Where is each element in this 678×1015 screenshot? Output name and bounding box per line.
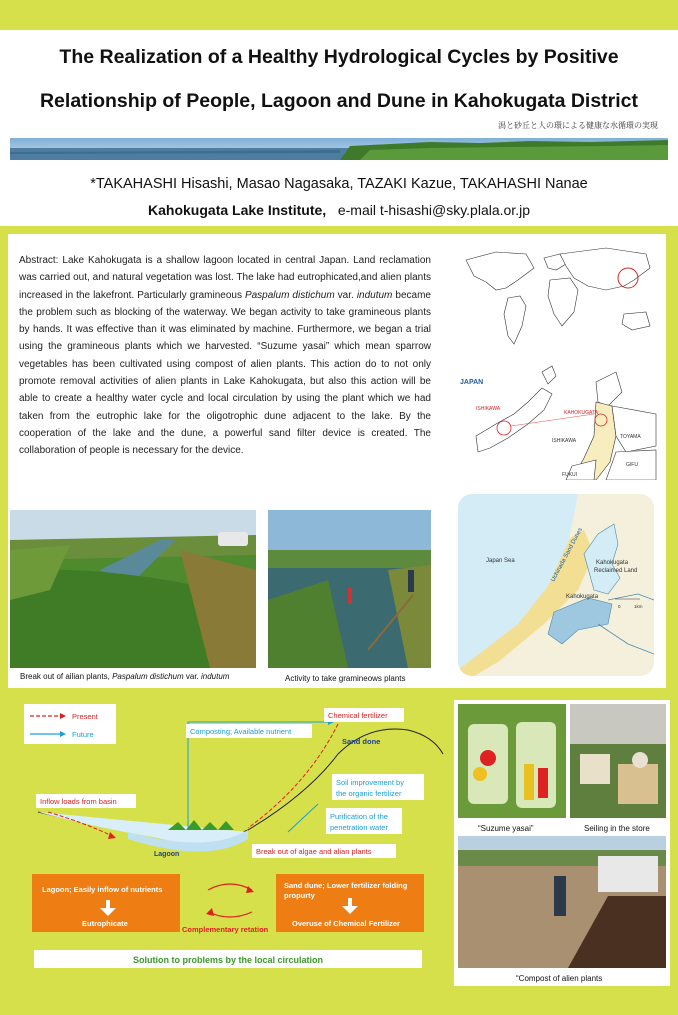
world-map xyxy=(456,240,658,358)
alien-caption-genus: Paspalum distichum xyxy=(112,672,184,681)
sand-dune-label: Sand done xyxy=(342,737,381,746)
suzume-caption: “Suzume yasai” xyxy=(478,824,534,833)
abstract-part-2: became the problem such as blocking of the waterway. We began activity to take gramineous plants by hands. It was effective than it was eliminated by machine. Furthermore, we began a trial using the gramineous plants which we harvested. “Suzume yasai” which mean sparrow vegetables has been cultivated using compost of alien plants. This action do to not only promote removal activities of alien plants in Lake Kahokugata, but also this action will be able to create a healthy water cycle and local circulation by using the plant which we had taken from the eutrophic lake for the oligotrophic dune adjacent to the lake. By the cooperation of the lake and the dune, a powerful sand filter device is created. The collaboration of people is necessary for the device. xyxy=(19,289,431,457)
gifu-label: GIFU xyxy=(626,462,638,468)
soil-label-2: the organic fertilizer xyxy=(336,789,402,798)
japan-map xyxy=(456,362,658,480)
ishikawa-red-label: ISHIKAWA xyxy=(476,406,501,412)
chemical-fertilizer-label: Chemical fertilizer xyxy=(328,711,388,720)
alien-caption-varname: indutum xyxy=(201,672,230,681)
composting-label: Composting; Available nutrient xyxy=(190,727,292,736)
japan-label: JAPAN xyxy=(460,379,484,386)
kahokugata-red-label: KAHOKUGATA xyxy=(564,410,598,416)
japan-sea-label: Japan Sea xyxy=(486,558,515,564)
alien-plants-caption xyxy=(20,672,229,681)
legend-present: Present xyxy=(72,712,98,721)
lagoon-box-result: Eutrophicate xyxy=(82,919,128,928)
dunes-label: Uchinada Sand Dunes xyxy=(550,527,584,583)
activity-photo xyxy=(268,510,431,668)
dune-box-result: Overuse of Chemical Fertilizer xyxy=(292,919,400,928)
title-line-2: Relationship of People, Lagoon and Dune in Kahokugata District xyxy=(39,90,639,112)
reclaimed-label-1: Kahokugata xyxy=(596,560,629,566)
reclaimed-label-2: Reclaimed Land xyxy=(594,568,638,574)
legend-future: Future xyxy=(72,730,94,739)
complementary-label: Complementary retation xyxy=(182,925,269,934)
authors: *TAKAHASHI Hisashi, Masao Nagasaka, TAZAKI Kazue, TAKAHASHI Nanae xyxy=(90,176,588,192)
lagoon-label: Lagoon xyxy=(154,851,180,858)
compost-photo xyxy=(458,836,666,968)
toyama-label: TOYAMA xyxy=(620,434,641,440)
japanese-subtitle: 潟と砂丘と人の環による健康な水循環の実現 xyxy=(498,121,658,130)
breakout-label: Break out of algae and alian plants xyxy=(256,847,372,856)
scale-1km: 1km xyxy=(634,604,643,609)
ishikawa-label: ISHIKAWA xyxy=(552,438,577,444)
abstract-species-var: indutum xyxy=(356,289,393,301)
soil-label-1: Soil improvement by xyxy=(336,778,404,787)
alien-caption-var: var. xyxy=(183,672,201,681)
email: e-mail t-hisashi@sky.plala.or.jp xyxy=(337,202,530,218)
abstract-text xyxy=(19,252,431,460)
kahokugata-label: Kahokugata xyxy=(566,594,599,600)
fukui-label: FUKUI xyxy=(562,472,577,478)
title-header xyxy=(0,30,678,226)
store-photo xyxy=(570,704,666,818)
abstract-var: var. xyxy=(334,289,357,301)
store-caption: Seiling in the store xyxy=(584,824,650,833)
title-line-1: The Realization of a Healthy Hydrological Cycles by Positive xyxy=(59,46,619,68)
affiliation xyxy=(0,202,678,218)
kahokugata-map xyxy=(458,494,654,676)
dune-box-title-1: Sand dune; Lower fertilizer folding xyxy=(284,881,408,890)
abstract-species-genus: Paspalum distichum xyxy=(244,289,335,301)
purification-label-1: Purification of the xyxy=(330,812,388,821)
lagoon-box-title: Lagoon; Easily inflow of nutrients xyxy=(42,885,163,894)
alien-plants-photo xyxy=(10,510,256,668)
alien-caption-prefix: Break out of ailian plants, xyxy=(20,672,113,681)
circulation-diagram xyxy=(8,694,448,980)
institute-name: Kahokugata Lake Institute, xyxy=(148,202,327,218)
dune-box-title-2: propurty xyxy=(284,891,315,900)
scale-0: 0 xyxy=(618,604,621,609)
purification-label-2: penetration water xyxy=(330,823,388,832)
inflow-label: Inflow loads from basin xyxy=(40,797,117,806)
abstract-part-1: Abstract: Lake Kahokugata is a shallow lagoon located in central Japan. Land reclamation was carried out, and natural vegetation was lost. The lake had eutrophicated,and alien plants increased in the lakefront. Particularly gramineous xyxy=(19,255,431,301)
lake-banner-image xyxy=(10,138,668,160)
activity-caption: Activity to take gramineows plants xyxy=(285,674,406,683)
compost-caption: “Compost of alien plants xyxy=(516,974,603,983)
solution-label: Solution to problems by the local circulation xyxy=(132,955,324,965)
suzume-yasai-photo xyxy=(458,704,566,818)
